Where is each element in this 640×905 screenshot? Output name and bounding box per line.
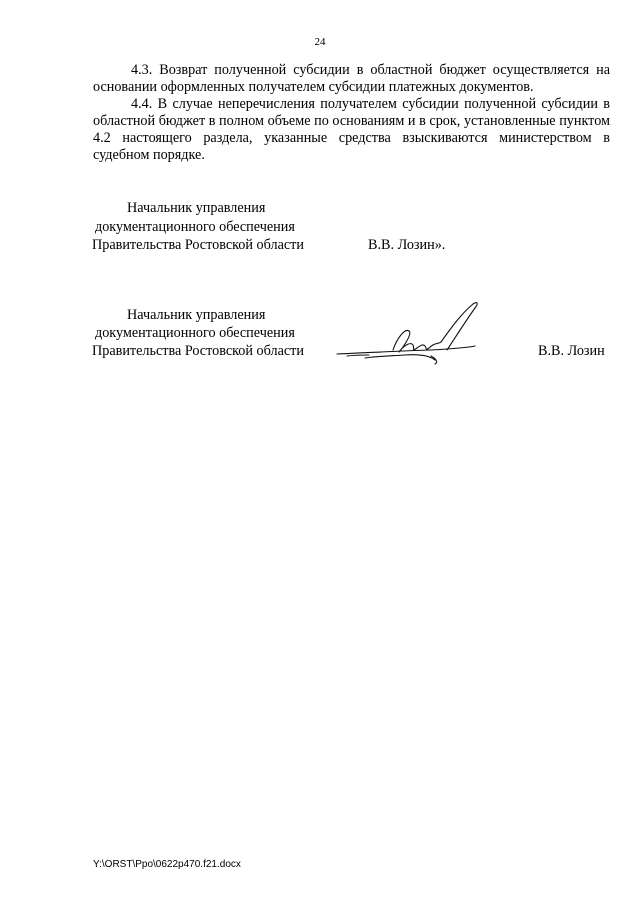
signature-title-line3: Правительства Ростовской области	[92, 237, 304, 253]
signature-title-line3: Правительства Ростовской области	[92, 343, 304, 359]
paragraph-4-3: 4.3. Возврат полученной субсидии в областной бюджет осуществляется на основании оформленных получателем субсидии платежных документов.	[93, 62, 610, 95]
paragraph-4-4: 4.4. В случае неперечисления получателем субсидии полученной субсидии в областной бюджет в полном объеме по основаниям и в срок, установленные пунктом 4.2 настоящего раздела, указанные средства взыскиваются министерством в судебном порядке.	[93, 96, 610, 163]
page-number: 24	[314, 36, 326, 48]
file-path-footer: Y:\ORST\Ppo\0622p470.f21.docx	[93, 859, 241, 870]
signature-title-line2: документационного обеспечения	[95, 325, 295, 341]
signatory-name: В.В. Лозин».	[368, 237, 446, 253]
document-body	[93, 62, 610, 164]
signatory-name: В.В. Лозин	[538, 343, 605, 359]
signature-title-line1: Начальник управления	[127, 200, 266, 216]
signature-title-line1: Начальник управления	[127, 307, 266, 323]
handwritten-signature	[335, 298, 495, 368]
signature-title-line2: документационного обеспечения	[95, 219, 295, 235]
